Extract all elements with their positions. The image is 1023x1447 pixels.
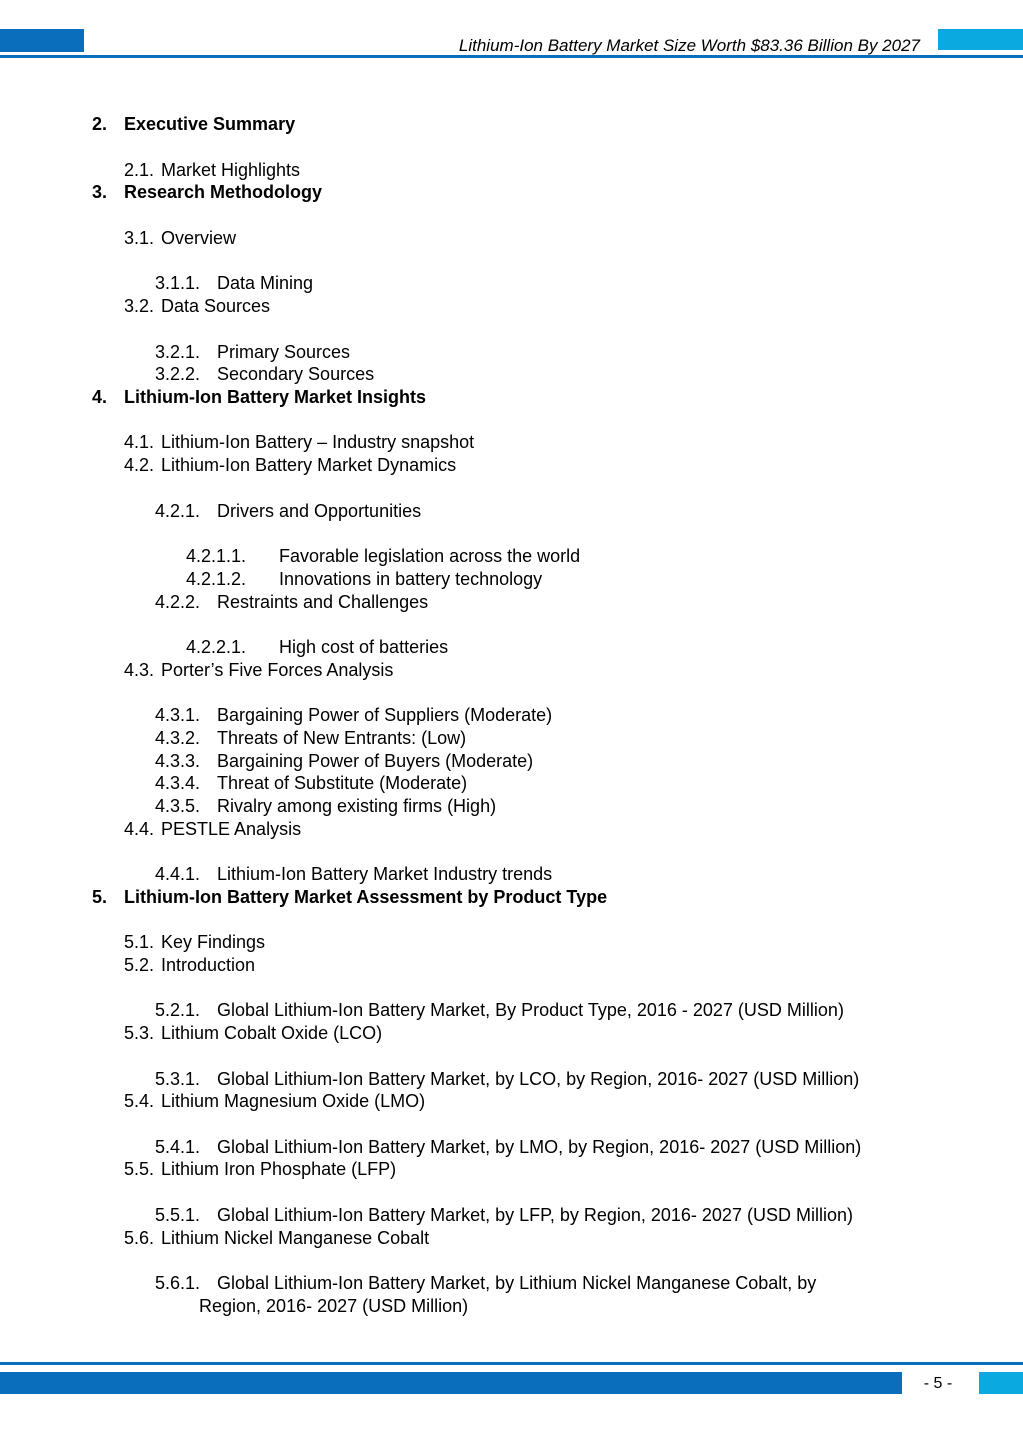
toc-number: 5.6. bbox=[124, 1228, 155, 1248]
toc-number: 4.3. bbox=[124, 660, 155, 680]
toc-number: 4.3.4. bbox=[155, 773, 201, 793]
toc-title: Lithium-Ion Battery Market Assessment by Product Type bbox=[124, 887, 608, 907]
toc-number: 3.1. bbox=[124, 228, 155, 248]
toc-number: 4.4.1. bbox=[155, 864, 201, 884]
toc-number: 4. bbox=[92, 387, 108, 407]
toc-title: Restraints and Challenges bbox=[217, 592, 429, 612]
toc-number: 5.6.1. bbox=[155, 1273, 201, 1293]
toc-title: Global Lithium-Ion Battery Market, by LCO, by Region, 2016- 2027 (USD Million) bbox=[217, 1069, 860, 1089]
toc-title: PESTLE Analysis bbox=[161, 819, 302, 839]
toc-number: 3.2. bbox=[124, 296, 155, 316]
toc-title: Lithium-Ion Battery Market Insights bbox=[124, 387, 427, 407]
toc-title: Overview bbox=[161, 228, 237, 248]
toc-title: Primary Sources bbox=[217, 342, 351, 362]
toc-title: Lithium Magnesium Oxide (LMO) bbox=[161, 1091, 426, 1111]
toc-title: Market Highlights bbox=[161, 160, 301, 180]
toc-title: Threat of Substitute (Moderate) bbox=[217, 773, 468, 793]
toc-number: 4.2.1.1. bbox=[186, 546, 247, 566]
toc-title: Global Lithium-Ion Battery Market, by LFP, by Region, 2016- 2027 (USD Million) bbox=[217, 1205, 853, 1225]
toc-title: Secondary Sources bbox=[217, 364, 375, 384]
toc-title: Key Findings bbox=[161, 932, 266, 952]
toc-title: Data Sources bbox=[161, 296, 271, 316]
toc-number: 5.4. bbox=[124, 1091, 155, 1111]
toc-number: 4.1. bbox=[124, 432, 155, 452]
toc-number: 3.2.2. bbox=[155, 364, 201, 384]
toc-number: 5.5. bbox=[124, 1159, 155, 1179]
toc-title: Bargaining Power of Buyers (Moderate) bbox=[217, 751, 534, 771]
toc-number: 5. bbox=[92, 887, 108, 907]
toc-number: 5.3. bbox=[124, 1023, 155, 1043]
header-accent-block-right bbox=[938, 29, 1023, 50]
header-accent-block-left bbox=[0, 29, 84, 52]
toc-title: Lithium-Ion Battery Market Dynamics bbox=[161, 455, 457, 475]
toc-title: Lithium Nickel Manganese Cobalt bbox=[161, 1228, 430, 1248]
toc-number: 3.1.1. bbox=[155, 273, 201, 293]
toc-number: 4.2.1. bbox=[155, 501, 201, 521]
toc-title: Innovations in battery technology bbox=[279, 569, 543, 589]
toc-title: Rivalry among existing firms (High) bbox=[217, 796, 497, 816]
toc-number: 4.2. bbox=[124, 455, 155, 475]
page-number: - 5 - bbox=[923, 1375, 953, 1392]
toc-title-continuation: Region, 2016- 2027 (USD Million) bbox=[199, 1296, 469, 1316]
toc-title: Drivers and Opportunities bbox=[217, 501, 422, 521]
toc-title: Introduction bbox=[161, 955, 256, 975]
toc-title: Global Lithium-Ion Battery Market, by LMO, by Region, 2016- 2027 (USD Million) bbox=[217, 1137, 862, 1157]
toc-title: Bargaining Power of Suppliers (Moderate) bbox=[217, 705, 553, 725]
toc-title: Research Methodology bbox=[124, 182, 323, 202]
footer-rule bbox=[0, 1362, 1023, 1365]
toc-title: Lithium-Ion Battery – Industry snapshot bbox=[161, 432, 475, 452]
footer-accent-block-right bbox=[979, 1372, 1023, 1394]
toc-title: Porter’s Five Forces Analysis bbox=[161, 660, 394, 680]
toc-title: Lithium Cobalt Oxide (LCO) bbox=[161, 1023, 383, 1043]
toc-number: 4.2.2.1. bbox=[186, 637, 247, 657]
toc-title: Global Lithium-Ion Battery Market, By Product Type, 2016 - 2027 (USD Million) bbox=[217, 1000, 844, 1020]
toc-title: Threats of New Entrants: (Low) bbox=[217, 728, 467, 748]
toc-number: 3.2.1. bbox=[155, 342, 201, 362]
header-rule bbox=[0, 55, 1023, 58]
toc-number: 5.2.1. bbox=[155, 1000, 201, 1020]
toc-number: 3. bbox=[92, 182, 108, 202]
toc-number: 4.2.1.2. bbox=[186, 569, 247, 589]
toc-number: 4.4. bbox=[124, 819, 155, 839]
toc-number: 4.3.2. bbox=[155, 728, 201, 748]
toc-number: 5.5.1. bbox=[155, 1205, 201, 1225]
toc-number: 5.4.1. bbox=[155, 1137, 201, 1157]
toc-number: 4.2.2. bbox=[155, 592, 201, 612]
toc-title: High cost of batteries bbox=[279, 637, 449, 657]
footer-accent-bar bbox=[0, 1372, 902, 1394]
toc-title: Lithium-Ion Battery Market Industry trends bbox=[217, 864, 553, 884]
toc-title: Lithium Iron Phosphate (LFP) bbox=[161, 1159, 397, 1179]
toc-number: 5.2. bbox=[124, 955, 155, 975]
toc-title: Data Mining bbox=[217, 273, 314, 293]
toc-number: 5.1. bbox=[124, 932, 155, 952]
toc-number: 4.3.1. bbox=[155, 705, 201, 725]
toc-title: Executive Summary bbox=[124, 114, 296, 134]
toc-number: 2. bbox=[92, 114, 108, 134]
toc-number: 5.3.1. bbox=[155, 1069, 201, 1089]
toc-number: 4.3.5. bbox=[155, 796, 201, 816]
toc-number: 4.3.3. bbox=[155, 751, 201, 771]
header-title: Lithium-Ion Battery Market Size Worth $83.36 Billion By 2027 bbox=[458, 36, 920, 55]
toc-title: Global Lithium-Ion Battery Market, by Lithium Nickel Manganese Cobalt, by bbox=[217, 1273, 817, 1293]
toc-number: 2.1. bbox=[124, 160, 155, 180]
toc-title: Favorable legislation across the world bbox=[279, 546, 581, 566]
